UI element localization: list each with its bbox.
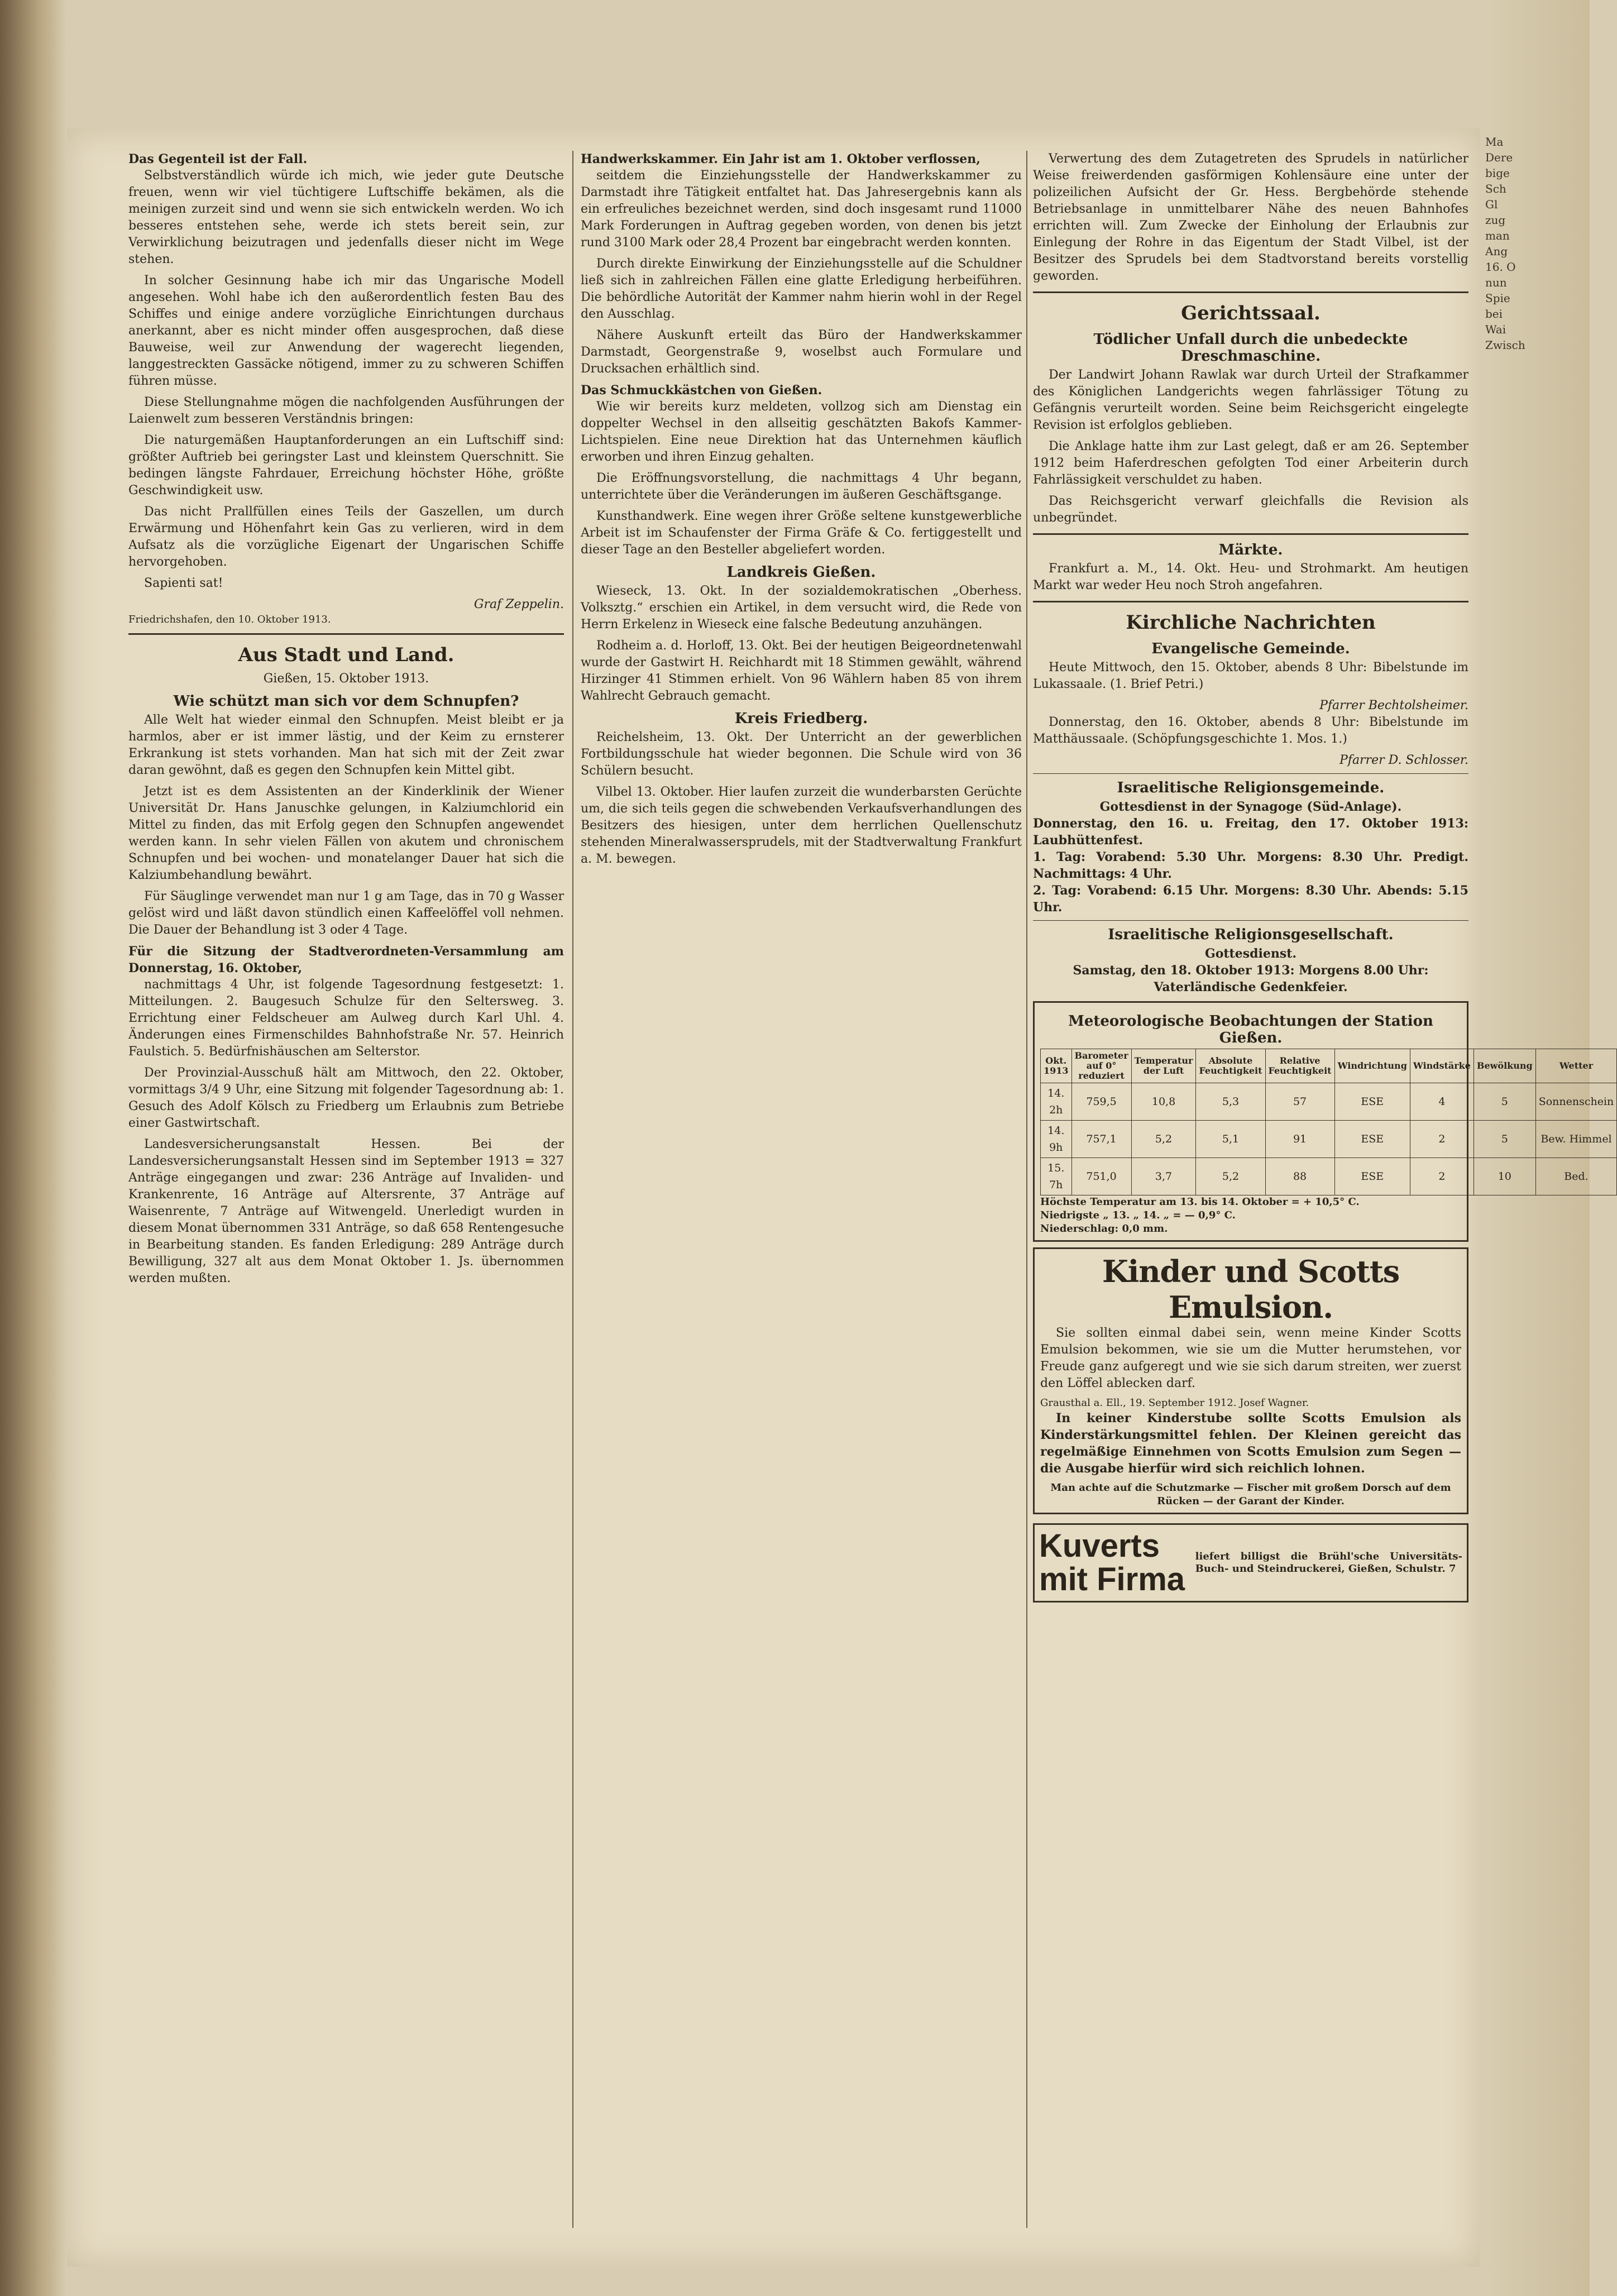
article-paragraph: Das nicht Prallfüllen eines Teils der Gaszellen, um durch Erwärmung und Höhenfahrt kein Gas zu verlieren, wird in dem Aufsatz als die vorzügliche Eigenart der Ungarischen Schiffe hervorgehoben. xyxy=(128,505,564,569)
section-title: Kreis Friedberg. xyxy=(734,710,868,727)
column-divider xyxy=(1026,151,1027,2228)
article-title: Tödlicher Unfall durch die unbedeckte Dreschmaschine. xyxy=(1093,331,1408,365)
fragment-line: Ma xyxy=(1485,135,1504,149)
article-paragraph: Die naturgemäßen Hauptanforderungen an ein Luftschiff sind: größter Auftrieb bei geringster Last und kleinstem Querschnitt. Sie bedingen längste Fahrdauer, Erreichung höchster Höhe, größte Geschwindigkeit usw. xyxy=(128,433,564,498)
table-cell: 2 xyxy=(1410,1158,1474,1195)
dateline: Friedrichshafen, den 10. Oktober 1913. xyxy=(128,614,331,625)
fragment-line: nun xyxy=(1485,276,1507,289)
section-rule xyxy=(1033,601,1468,602)
table-cell: Bew. Himmel xyxy=(1535,1121,1617,1158)
section-rule xyxy=(1033,291,1468,293)
ad-slogan: In keiner Kinderstube sollte Scotts Emulsion als Kinderstärkungsmittel fehlen. Der Kleinen gereicht das regelmäßige Einnehmen von Scotts Emulsion zum Segen — die Ausgabe hierfür wird sich reichlich lohnen. xyxy=(1040,1411,1461,1476)
article-paragraph: nachmittags 4 Uhr, ist folgende Tagesordnung festgesetzt: 1. Mitteilungen. 2. Baugesuch Schulze für den Seltersweg. 3. Errichtung einer Feldscheuer am Aulweg durch Karl Uhl. 4. Änderungen eines Firmenschildes Bahnhofstraße Nr. 57. Heinrich Faulstich. 5. Bedürfnishäuschen am Selterstor. xyxy=(128,978,564,1059)
fragment-line: Sch xyxy=(1485,182,1506,195)
section-rule xyxy=(1033,533,1468,535)
section-title: Kirchliche Nachrichten xyxy=(1126,611,1376,634)
fragment-line: 16. O xyxy=(1485,260,1516,274)
column-divider xyxy=(572,151,573,2228)
weather-min: Niedrigste „ 13. „ 14. „ = — 0,9° C. xyxy=(1040,1209,1236,1221)
article-paragraph: Die Anklage hatte ihm zur Last gelegt, daß er am 26. September 1912 beim Haferdreschen gefolgten Tod einer Arbeiterin durch Fahrlässigkeit verschuldet zu haben. xyxy=(1033,439,1468,487)
table-cell: Sonnenschein xyxy=(1535,1083,1617,1121)
table-cell: 14. 9h xyxy=(1041,1121,1072,1158)
article-paragraph: Landesversicherungsanstalt Hessen. Bei der Landesversicherungsanstalt Hessen sind im September 1913 = 327 Anträge eingegangen und zwar: 236 Anträge auf Invaliden- und Krankenrente, 16 Anträge auf Altersrente, 37 Anträge auf Waisenrente, 7 Anträge auf Witwengeld. Unerledigt wurden in diesem Monat übernommen 331 Anträge, so daß 658 Rentengesuche in Bearbeitung standen. Es fanden Erledigung: 289 Anträge durch Bewilligung, 327 alt aus dem Monat Oktober 1. Js. übernommen werden mußten. xyxy=(128,1137,564,1285)
column-header: Windstärke xyxy=(1410,1049,1474,1083)
table-cell: 5 xyxy=(1474,1121,1535,1158)
ad-headline: Kinder und Scotts Emulsion. xyxy=(1102,1254,1400,1325)
fragment-line: bei xyxy=(1485,307,1503,321)
article-paragraph: Alle Welt hat wieder einmal den Schnupfen. Meist bleibt er ja harmlos, aber er ist immer lästig, und der Keim zu ernsterer Erkrankung ist stets vorhanden. Man hat sich mit der Zeit zwar daran gewöhnt, daß es gegen den Schnupfen kein Mittel gibt. xyxy=(128,713,564,777)
table-cell: 91 xyxy=(1265,1121,1334,1158)
article-paragraph: Der Landwirt Johann Rawlak war durch Urteil der Strafkammer des Königlichen Landgerichts wegen fahrlässiger Tötung zu Gefängnis verurteilt worden. Seine beim Reichsgericht eingelegte Revision ist erfolglos geblieben. xyxy=(1033,368,1468,432)
article-paragraph: Kunsthandwerk. Eine wegen ihrer Größe seltene kunstgewerbliche Arbeit ist im Schaufenster der Firma Gräfe & Co. fertiggestellt und dieser Tage an den Besteller abgeliefert worden. xyxy=(581,509,1022,557)
article-title: Evangelische Gemeinde. xyxy=(1151,640,1350,657)
weather-title: Meteorologische Beobachtungen der Station Gießen. xyxy=(1068,1013,1433,1046)
fragment-line: Ang xyxy=(1485,245,1508,258)
table-cell: 5,3 xyxy=(1196,1083,1265,1121)
kuverts-ad xyxy=(1033,1523,1468,1603)
table-cell: ESE xyxy=(1334,1083,1410,1121)
fragment-line: Spie xyxy=(1485,291,1510,305)
article-paragraph: Sapienti sat! xyxy=(144,576,223,590)
ad-headline: Kuverts mit Firma xyxy=(1039,1528,1185,1597)
column-header: Okt. 1913 xyxy=(1041,1049,1072,1083)
article-paragraph: Der Provinzial-Ausschuß hält am Mittwoch, den 22. Oktober, vormittags 3/4 9 Uhr, eine Sitzung mit folgender Tagesordnung ab: 1. Gesuch des Adolf Kölsch zu Friedberg um Erlaubnis zum Betriebe einer Gastwirtschaft. xyxy=(128,1066,564,1130)
table-cell: 15. 7h xyxy=(1041,1158,1072,1195)
column-header: Absolute Feuchtigkeit xyxy=(1196,1049,1265,1083)
signature: Graf Zeppelin. xyxy=(473,597,564,611)
ad-signature: Grausthal a. Ell., 19. September 1912. Josef Wagner. xyxy=(1040,1397,1309,1409)
article-title: Handwerkskammer. Ein Jahr ist am 1. Oktober verflossen, xyxy=(581,152,980,166)
ad-trademark-note: Man achte auf die Schutzmarke — Fischer mit großem Dorsch auf dem Rücken — der Garant der Kinder. xyxy=(1050,1482,1451,1507)
section-title: Landkreis Gießen. xyxy=(726,564,876,581)
table-cell: 2 xyxy=(1410,1121,1474,1158)
table-cell: 10,8 xyxy=(1131,1083,1196,1121)
table-cell: 757,1 xyxy=(1071,1121,1131,1158)
weather-max: Höchste Temperatur am 13. bis 14. Oktober = + 10,5° C. xyxy=(1040,1196,1360,1208)
table-cell: 5,1 xyxy=(1196,1121,1265,1158)
section-title: Gerichtssaal. xyxy=(1181,302,1321,324)
fragment-line: bige xyxy=(1485,166,1510,180)
article-paragraph: Die Eröffnungsvorstellung, die nachmittags 4 Uhr begann, unterrichtete über die Veränderungen im äußeren Geschäftsgange. xyxy=(581,471,1022,502)
article-title: Das Gegenteil ist der Fall. xyxy=(128,152,308,166)
article-paragraph: Wie wir bereits kurz meldeten, vollzog sich am Dienstag ein doppelter Wechsel in den allseitig geschätzten Bakofs Kammer-Lichtspielen. Eine neue Direktion hat das Unternehmen käuflich erworben und ihren Einzug gehalten. xyxy=(581,400,1022,464)
notice-line: Samstag, den 18. Oktober 1913: Morgens 8.00 Uhr: Vaterländische Gedenkfeier. xyxy=(1073,963,1429,994)
ad-paragraph: Sie sollten einmal dabei sein, wenn meine Kinder Scotts Emulsion bekommen, wie sie um die Mutter herumstehen, vor Freude ganz aufgeregt und wie sie sich darum streiten, wer zuerst den Löffel ablecken darf. xyxy=(1040,1326,1461,1390)
ad-text: liefert billigst die Brühl'sche Universitäts-Buch- und Steindruckerei, Gießen, Schulstr. 7 xyxy=(1195,1551,1462,1575)
article-title: Für die Sitzung der Stadtverordneten-Versammlung am Donnerstag, 16. Oktober, xyxy=(128,944,564,975)
notice-line: Heute Mittwoch, den 15. Oktober, abends 8 Uhr: Bibelstunde im Lukassaale. (1. Brief Petri.) xyxy=(1033,661,1468,691)
section-title: Israelitische Religionsgesellschaft. xyxy=(1108,926,1394,943)
article-paragraph: Vilbel 13. Oktober. Hier laufen zurzeit die wunderbarsten Gerüchte um, die sich teils gegen die schwebenden Verkaufsverhandlungen des Besitzers des hiesigen, unter dem herrlichen Quellenschutz stehenden Mineralwassersprudels, mit der Stadtverwaltung Frankfurt a. M. bewegen. xyxy=(581,785,1022,866)
weather-rain: Niederschlag: 0,0 mm. xyxy=(1040,1223,1168,1235)
article-title: Wie schützt man sich vor dem Schnupfen? xyxy=(173,693,519,710)
article-paragraph: Jetzt ist es dem Assistenten an der Kinderklinik der Wiener Universität Dr. Hans Januschke gelungen, in Kalziumchlorid ein Mittel zu finden, das mit Erfolg gegen den Schnupfen angewendet werden kann. In sehr vielen Fällen von akutem und chronischem Schnupfen und bei wochen- und monatelanger Dauer hat sich die Kalziumbehandlung bewährt. xyxy=(128,785,564,882)
article-paragraph: seitdem die Einziehungsstelle der Handwerkskammer zu Darmstadt ihre Tätigkeit entfaltet hat. Das Jahresergebnis kann als ein erfreuliches bezeichnet werden, sind doch insgesamt rund 11000 Mark Forderungen in Auftrag gegeben worden, von denen bis jetzt rund 3100 Mark oder 28,4 Prozent bar eingebracht werden konnten. xyxy=(581,169,1022,250)
column-header: Relative Feuchtigkeit xyxy=(1265,1049,1334,1083)
article-title: Das Schmuckkästchen von Gießen. xyxy=(581,383,822,398)
column-header: Windrichtung xyxy=(1334,1049,1410,1083)
table-cell: 5 xyxy=(1474,1083,1535,1121)
notice-line: 1. Tag: Vorabend: 5.30 Uhr. Morgens: 8.30 Uhr. Predigt. Nachmittags: 4 Uhr. xyxy=(1033,850,1468,881)
article-paragraph: Für Säuglinge verwendet man nur 1 g am Tage, das in 70 g Wasser gelöst wird und läßt davon stündlich einen Kaffeelöffel voll nehmen. Die Dauer der Behandlung ist 3 oder 4 Tage. xyxy=(128,889,564,937)
fragment-line: Wai xyxy=(1485,323,1506,336)
fragment-line: Zwisch xyxy=(1485,338,1525,352)
article-title: Gottesdienst in der Synagoge (Süd-Anlage). xyxy=(1099,800,1402,814)
adjacent-page-fragment xyxy=(1485,134,1586,2200)
table-cell: 10 xyxy=(1474,1158,1535,1195)
table-cell: ESE xyxy=(1334,1121,1410,1158)
article-paragraph: Rodheim a. d. Horloff, 13. Okt. Bei der heutigen Beigeordnetenwahl wurde der Gastwirt H. Reichhardt mit 18 Stimmen gewählt, während Hirzinger 41 Stimmen erhielt. Von 96 Wählern haben 85 von ihrem Wahlrecht Gebrauch gemacht. xyxy=(581,639,1022,703)
section-rule xyxy=(1033,773,1468,774)
article-paragraph: Nähere Auskunft erteilt das Büro der Handwerkskammer Darmstadt, Georgenstraße 9, woselbst auch Formulare und Drucksachen erhältlich sind. xyxy=(581,328,1022,376)
column-header: Bewölkung xyxy=(1474,1049,1535,1083)
signature: Pfarrer Bechtolsheimer. xyxy=(1319,699,1468,712)
page-binding-shadow xyxy=(0,0,67,2296)
section-rule xyxy=(128,633,564,635)
notice-line: Donnerstag, den 16. u. Freitag, den 17. Oktober 1913: Laubhüttenfest. xyxy=(1033,816,1468,848)
column-header: Wetter xyxy=(1535,1049,1617,1083)
article-paragraph: Wieseck, 13. Okt. In der sozialdemokratischen „Oberhess. Volksztg.“ erschien ein Artikel, in dem versucht wird, die Rede von Herrn Erkelenz in Wieseck eine falsche Bedeutung anzuhängen. xyxy=(581,584,1022,632)
article-paragraph: Reichelsheim, 13. Okt. Der Unterricht an der gewerblichen Fortbildungsschule hat wieder begonnen. Die Schule wird von 36 Schülern besucht. xyxy=(581,730,1022,778)
table-cell: 759,5 xyxy=(1071,1083,1131,1121)
table-cell: 5,2 xyxy=(1131,1121,1196,1158)
article-title: Gottesdienst. xyxy=(1204,946,1297,961)
signature: Pfarrer D. Schlosser. xyxy=(1339,753,1468,767)
table-cell: 4 xyxy=(1410,1083,1474,1121)
notice-line: Donnerstag, den 16. Oktober, abends 8 Uhr: Bibelstunde im Matthäussaale. (Schöpfungsgeschichte 1. Mos. 1.) xyxy=(1033,715,1468,746)
fragment-line: man xyxy=(1485,229,1510,242)
article-paragraph: Diese Stellungnahme mögen die nachfolgenden Ausführungen der Laienwelt zum besseren Verständnis bringen: xyxy=(128,395,564,426)
article-paragraph: In solcher Gesinnung habe ich mir das Ungarische Modell angesehen. Wohl habe ich den außerordentlich festen Bau des Schiffes und einige andere vorzügliche Einrichtungen durchaus anerkannt, aber es nicht minder offen ausgesprochen, daß diese Bauweise, weil zur Anwendung der wagerecht liegenden, langgestreckten Gassäcke nötigend, immer zu zu schweren Schiffen führen müsse. xyxy=(128,274,564,388)
column-header: Barometer auf 0° reduziert xyxy=(1071,1049,1131,1083)
column-2 xyxy=(581,151,1022,872)
section-title: Aus Stadt und Land. xyxy=(238,644,455,666)
table-cell: 5,2 xyxy=(1196,1158,1265,1195)
article-paragraph: Frankfurt a. M., 14. Okt. Heu- und Strohmarkt. Am heutigen Markt war weder Heu noch Stroh angefahren. xyxy=(1033,562,1468,592)
fragment-line: zug xyxy=(1485,213,1506,227)
section-rule xyxy=(1033,920,1468,921)
table-cell: 3,7 xyxy=(1131,1158,1196,1195)
table-cell: Bed. xyxy=(1535,1158,1617,1195)
article-paragraph: Selbstverständlich würde ich mich, wie jeder gute Deutsche freuen, wenn wir viel tüchtigere Luftschiffe bekämen, als die meinigen zurzeit sind und wenn sie sich entwickeln werden. Wo ich besseres entstehen sehe, werde ich stets bereit sein, zur Verwirklichung beizutragen und jedenfalls dieser nicht im Wege stehen. xyxy=(128,169,564,266)
weather-box xyxy=(1033,1001,1614,1242)
column-1 xyxy=(128,151,564,1292)
table-cell: 57 xyxy=(1265,1083,1334,1121)
section-title: Märkte. xyxy=(1218,542,1283,558)
article-paragraph: Verwertung des dem Zutagetreten des Sprudels in natürlicher Weise freiwerdenden gasförmigen Kohlensäure eine unter der polizeilichen Aufsicht der Gr. Hess. Bergbehörde stehende Betriebsanlage in unmittelbarer Nähe des neuen Bahnhofes errichten will. Zum Zwecke der Einholung der Erlaubnis zur Einlegung der Rohre in das Eigentum der Stadt Vilbel, ist der Besitzer des Sprudels bei dem Stadtvorstand bereits vorstellig geworden. xyxy=(1033,152,1468,283)
article-paragraph: Das Reichsgericht verwarf gleichfalls die Revision als unbegründet. xyxy=(1033,494,1468,525)
table-cell: 751,0 xyxy=(1071,1158,1131,1195)
table-cell: ESE xyxy=(1334,1158,1410,1195)
dateline: Gießen, 15. Oktober 1913. xyxy=(263,672,429,686)
notice-line: 2. Tag: Vorabend: 6.15 Uhr. Morgens: 8.30 Uhr. Abends: 5.15 Uhr. xyxy=(1033,883,1468,915)
table-cell: 88 xyxy=(1265,1158,1334,1195)
table-cell: 14. 2h xyxy=(1041,1083,1072,1121)
fragment-line: Gl xyxy=(1485,198,1498,211)
fragment-line: Dere xyxy=(1485,151,1513,164)
scotts-ad xyxy=(1033,1247,1468,1514)
article-paragraph: Durch direkte Einwirkung der Einziehungsstelle auf die Schuldner ließ sich in zahlreichen Fällen eine glatte Erledigung herbeiführen. Die behördliche Autorität der Kammer nahm hierin wohl in der Regel den Ausschlag. xyxy=(581,257,1022,321)
section-title: Israelitische Religionsgemeinde. xyxy=(1117,779,1385,796)
column-header: Temperatur der Luft xyxy=(1131,1049,1196,1083)
